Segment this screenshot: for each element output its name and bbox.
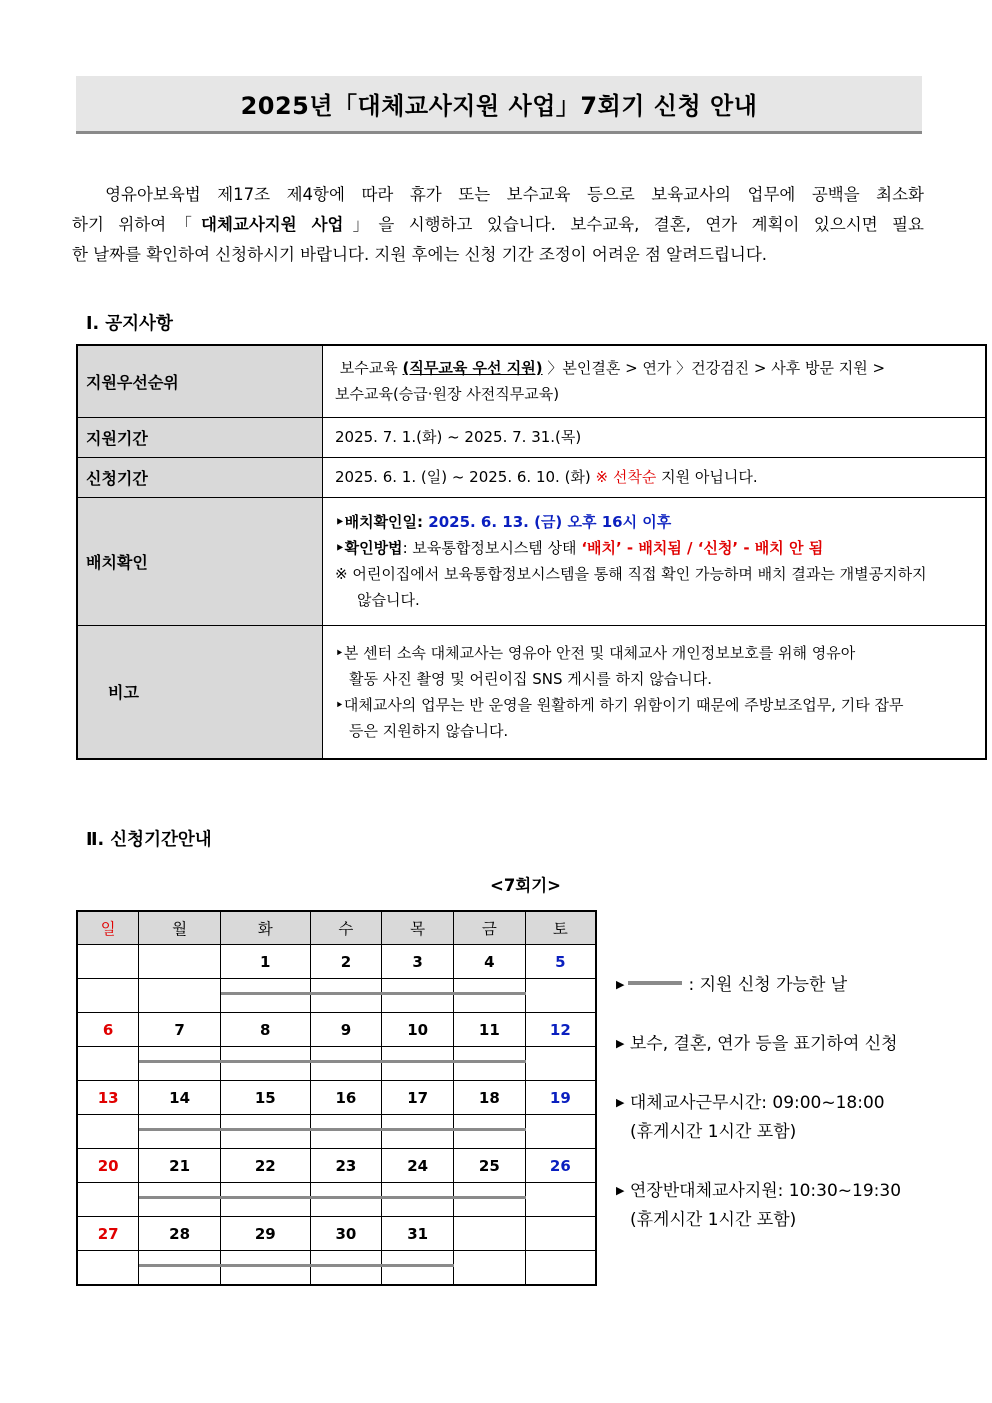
calendar-mark-cell[interactable]: [77, 1251, 139, 1286]
weekday-header: 수: [310, 911, 382, 945]
calendar-mark-cell[interactable]: [139, 1047, 221, 1081]
apply-row: [77, 457, 986, 497]
available-day-line: [221, 1264, 311, 1267]
calendar-mark-cell[interactable]: [382, 1047, 454, 1081]
available-day-line: [311, 1196, 383, 1199]
calendar-day: 5: [525, 945, 596, 979]
priority-row: [77, 345, 986, 417]
available-day-line: [139, 1128, 221, 1131]
calendar-date-row: [77, 1149, 596, 1183]
calendar-day: 20: [77, 1149, 139, 1183]
calendar-mark-cell[interactable]: [525, 1047, 596, 1081]
calendar-mark-cell[interactable]: [525, 1183, 596, 1217]
calendar-day: 17: [382, 1081, 454, 1115]
intro-line-1: 영유아보육법 제17조 제4항에 따라 휴가 또는 보수교육 등으로 보육교사의 업무에 공백을 최소화: [105, 185, 924, 204]
calendar-day: 13: [77, 1081, 139, 1115]
calendar-day: 18: [454, 1081, 526, 1115]
available-day-line: [311, 1060, 383, 1063]
weekday-header: 목: [382, 911, 454, 945]
bullet-icon: ▶: [616, 978, 625, 991]
remark-value: [323, 625, 987, 759]
available-day-line: [311, 1128, 383, 1131]
calendar-day: 4: [454, 945, 526, 979]
available-day-line: [454, 992, 526, 995]
calendar-mark-cell[interactable]: [310, 1251, 382, 1286]
calendar-mark-cell[interactable]: [382, 1115, 454, 1149]
calendar-day: 21: [139, 1149, 221, 1183]
calendar-day: 1: [220, 945, 310, 979]
available-day-line: [139, 1060, 221, 1063]
calendar-day: 11: [454, 1013, 526, 1047]
available-day-line: [382, 1196, 454, 1199]
confirm-method-label: ‣확인방법: [335, 539, 403, 557]
legend-mark-item: [616, 1029, 898, 1059]
calendar-mark-cell[interactable]: [220, 1047, 310, 1081]
period-label: 지원기간: [77, 417, 323, 457]
calendar-caption: <7회기>: [490, 876, 562, 895]
calendar-day: 8: [220, 1013, 310, 1047]
calendar-day: [454, 1217, 526, 1251]
intro-program-name: 대체교사지원 사업: [201, 215, 344, 234]
intro-paragraph: [72, 180, 924, 270]
calendar-day: 31: [382, 1217, 454, 1251]
priority-text-c: 〉본인결혼 > 연가 〉건강검진 > 사후 방문 지원 >: [542, 359, 886, 378]
calendar-mark-cell[interactable]: [382, 1251, 454, 1286]
calendar-mark-cell[interactable]: [454, 1251, 526, 1286]
confirm-label: 배치확인: [77, 497, 323, 625]
calendar-mark-cell[interactable]: [382, 1183, 454, 1217]
bullet-icon: ▶: [616, 1037, 625, 1050]
available-line-icon: [628, 981, 682, 985]
apply-text-b: ※ 선착순: [595, 468, 657, 486]
bullet-icon: ▶: [616, 1184, 625, 1197]
available-day-line: [311, 992, 383, 995]
intro-line-3: 한 날짜를 확인하여 신청하시기 바랍니다. 지원 후에는 신청 기간 조정이 어려운 점 알려드립니다.: [72, 245, 768, 264]
calendar-mark-cell[interactable]: [525, 979, 596, 1013]
bullet-icon: ▶: [616, 1096, 625, 1109]
calendar-mark-cell[interactable]: [139, 1115, 221, 1149]
available-day-line: [382, 1128, 454, 1131]
remark-row: [77, 625, 986, 759]
calendar-mark-cell[interactable]: [310, 1047, 382, 1081]
available-day-line: [221, 1128, 311, 1131]
calendar-mark-cell[interactable]: [525, 1251, 596, 1286]
apply-text-c: 지원 아닙니다.: [656, 468, 758, 486]
calendar-mark-cell[interactable]: [220, 1251, 310, 1286]
legend-hours-2: [616, 1176, 901, 1235]
hours-1-note: (휴게시간 1시간 포함): [630, 1122, 797, 1142]
calendar-mark-row: [77, 1183, 596, 1217]
legend-hours-1: [616, 1088, 885, 1147]
calendar-day: 26: [525, 1149, 596, 1183]
available-day-line: [382, 1264, 454, 1267]
available-day-line: [454, 1128, 526, 1131]
calendar-mark-cell[interactable]: [310, 1183, 382, 1217]
calendar-mark-row: [77, 979, 596, 1013]
calendar-mark-cell[interactable]: [139, 1183, 221, 1217]
remark-line-2: 활동 사진 촬영 및 어린이집 SNS 게시를 하지 않습니다.: [349, 669, 712, 688]
legend-line-item: [616, 970, 847, 1000]
confirm-row: [77, 497, 986, 625]
calendar-day: 27: [77, 1217, 139, 1251]
calendar-day: 23: [310, 1149, 382, 1183]
section-period-heading: Ⅱ. 신청기간안내: [86, 830, 212, 850]
calendar-mark-cell[interactable]: [220, 979, 310, 1013]
calendar-day: 2: [310, 945, 382, 979]
apply-label: 신청기간: [77, 457, 323, 497]
weekday-header: 월: [139, 911, 221, 945]
calendar-mark-cell[interactable]: [220, 1183, 310, 1217]
calendar-day: 7: [139, 1013, 221, 1047]
available-day-line: [382, 1060, 454, 1063]
calendar-day: 9: [310, 1013, 382, 1047]
calendar-mark-cell[interactable]: [77, 1115, 139, 1149]
legend-mark-text: 보수, 결혼, 연가 등을 표기하여 신청: [629, 1034, 898, 1054]
priority-text-a: 보수교육: [339, 359, 403, 378]
calendar-mark-cell[interactable]: [139, 1251, 221, 1286]
available-day-line: [221, 992, 311, 995]
calendar-day: 15: [220, 1081, 310, 1115]
calendar-day: 25: [454, 1149, 526, 1183]
priority-text-b: (직무교육 우선 지원): [402, 359, 543, 378]
confirm-date-value: 2025. 6. 13. (금) 오후 16시 이후: [428, 513, 672, 531]
page-title: 2025년「대체교사지원 사업」7회기 신청 안내: [76, 76, 922, 134]
weekday-header: 일: [77, 911, 139, 945]
legend-line-text: : 지원 신청 가능한 날: [688, 975, 848, 995]
confirm-note-1: ※ 어린이집에서 보육통합정보시스템을 통해 직접 확인 가능하며 배치 결과는 개별공지하지: [335, 565, 927, 583]
calendar-day: 6: [77, 1013, 139, 1047]
calendar-day: 29: [220, 1217, 310, 1251]
available-day-line: [454, 1196, 526, 1199]
section-notice-heading: Ⅰ. 공지사항: [86, 314, 173, 334]
calendar-mark-cell[interactable]: [454, 1047, 526, 1081]
calendar-mark-cell[interactable]: [220, 1115, 310, 1149]
calendar-table: [76, 910, 597, 1286]
calendar-mark-cell[interactable]: [310, 979, 382, 1013]
hours-2-note: (휴게시간 1시간 포함): [630, 1210, 797, 1230]
calendar-day: 12: [525, 1013, 596, 1047]
remark-line-4: 등은 지원하지 않습니다.: [349, 721, 509, 740]
calendar-mark-row: [77, 1115, 596, 1149]
calendar-mark-cell[interactable]: [77, 1047, 139, 1081]
calendar-mark-row: [77, 1251, 596, 1286]
notice-table: [76, 344, 987, 760]
remark-line-1: ‣본 센터 소속 대체교사는 영유아 안전 및 대체교사 개인정보보호를 위해 영유아: [335, 643, 856, 662]
confirm-method-status: ‘배치’ - 배치됨 / ‘신청’ - 배치 안 됨: [581, 539, 824, 557]
calendar-date-row: [77, 1217, 596, 1251]
confirm-note-2: 않습니다.: [357, 591, 420, 609]
priority-label: 지원우선순위: [77, 345, 323, 417]
available-day-line: [311, 1264, 383, 1267]
confirm-date-label: ‣배치확인일:: [335, 513, 429, 531]
calendar-mark-cell[interactable]: [382, 979, 454, 1013]
intro-line-2a: 하기 위하여「: [72, 215, 202, 234]
calendar-day: 22: [220, 1149, 310, 1183]
calendar-day: [139, 945, 221, 979]
weekday-header: 토: [525, 911, 596, 945]
available-day-line: [221, 1196, 311, 1199]
available-day-line: [454, 1060, 526, 1063]
calendar-day: 30: [310, 1217, 382, 1251]
calendar-mark-row: [77, 1047, 596, 1081]
priority-value: [323, 345, 987, 417]
remark-label: 비고: [77, 625, 323, 759]
calendar-date-row: [77, 1081, 596, 1115]
available-day-line: [139, 1264, 221, 1267]
confirm-value: [323, 497, 987, 625]
calendar-day: 24: [382, 1149, 454, 1183]
calendar-day: 10: [382, 1013, 454, 1047]
calendar-mark-cell[interactable]: [139, 979, 221, 1013]
calendar-mark-cell[interactable]: [310, 1115, 382, 1149]
calendar-day: [525, 1217, 596, 1251]
available-day-line: [382, 992, 454, 995]
weekday-header: 금: [454, 911, 526, 945]
calendar-header-row: [77, 911, 596, 945]
confirm-method-text: : 보육통합정보시스템 상태: [402, 539, 582, 557]
calendar-date-row: [77, 945, 596, 979]
calendar-day: [77, 945, 139, 979]
hours-2-text: 연장반대체교사지원: 10:30~19:30: [629, 1181, 902, 1201]
calendar-day: 3: [382, 945, 454, 979]
weekday-header: 화: [220, 911, 310, 945]
priority-text-d: 보수교육(승급·원장 사전직무교육): [335, 385, 560, 404]
calendar-mark-cell[interactable]: [525, 1115, 596, 1149]
available-day-line: [221, 1060, 311, 1063]
calendar-day: 14: [139, 1081, 221, 1115]
calendar-day: 28: [139, 1217, 221, 1251]
remark-line-3: ‣대체교사의 업무는 반 운영을 원활하게 하기 위함이기 때문에 주방보조업무, 기타 잡무: [335, 695, 904, 714]
calendar-mark-cell[interactable]: [454, 1183, 526, 1217]
calendar-mark-cell[interactable]: [77, 1183, 139, 1217]
period-row: [77, 417, 986, 457]
period-value: 2025. 7. 1.(화) ~ 2025. 7. 31.(목): [323, 417, 987, 457]
apply-value: [323, 457, 987, 497]
apply-text-a: 2025. 6. 1. (일) ~ 2025. 6. 10. (화): [335, 468, 596, 486]
calendar-date-row: [77, 1013, 596, 1047]
calendar-mark-cell[interactable]: [77, 979, 139, 1013]
hours-1-text: 대체교사근무시간: 09:00~18:00: [629, 1093, 885, 1113]
calendar-mark-cell[interactable]: [454, 1115, 526, 1149]
calendar-day: 19: [525, 1081, 596, 1115]
available-day-line: [139, 1196, 221, 1199]
calendar-mark-cell[interactable]: [454, 979, 526, 1013]
intro-line-2c: 」을 시행하고 있습니다. 보수교육, 결혼, 연가 계획이 있으시면 필요: [343, 215, 924, 234]
calendar-day: 16: [310, 1081, 382, 1115]
